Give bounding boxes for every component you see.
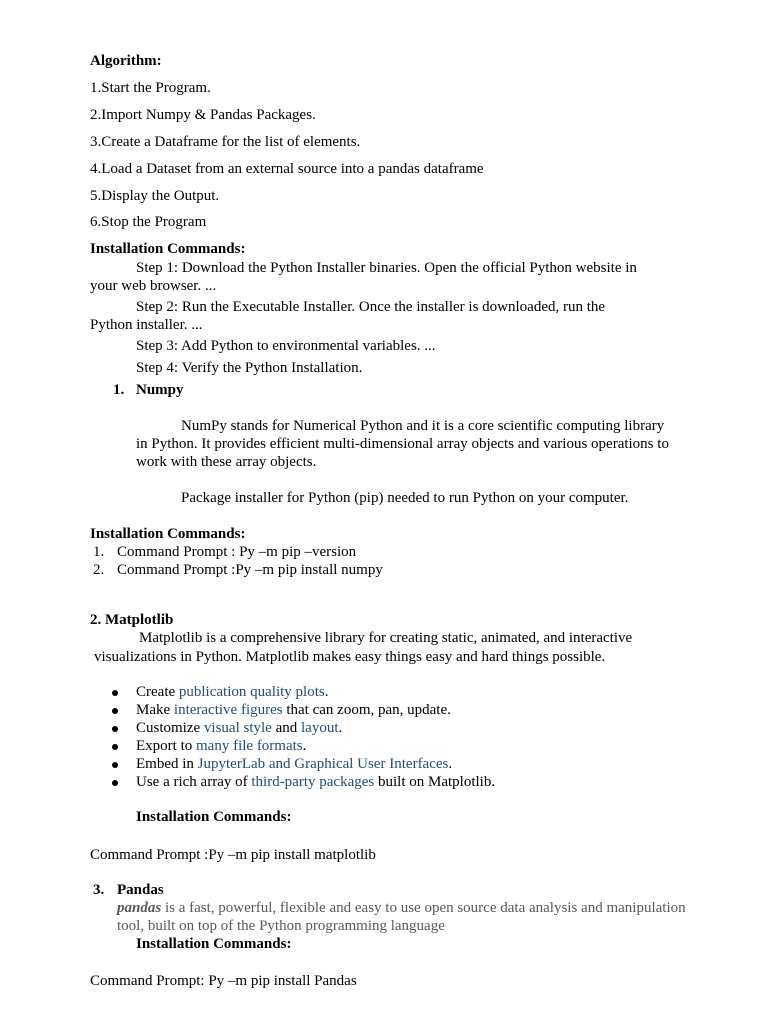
numpy-title: Numpy bbox=[136, 382, 184, 398]
numpy-desc-line: in Python. It provides efficient multi-dimensional array objects and various operations to bbox=[136, 436, 669, 452]
feature-item bbox=[136, 737, 306, 755]
matplotlib-command: Command Prompt :Py –m pip install matplotlib bbox=[90, 847, 376, 863]
algorithm-step: 5.Display the Output. bbox=[90, 188, 220, 204]
algorithm-step: 4.Load a Dataset from an external source into a pandas dataframe bbox=[90, 161, 484, 177]
feature-text: . bbox=[324, 684, 329, 700]
numpy-desc-line: work with these array objects. bbox=[136, 454, 317, 470]
feature-text: Customize bbox=[136, 720, 204, 736]
numpy-install-heading: Installation Commands: bbox=[90, 526, 246, 542]
bullet-icon bbox=[112, 744, 118, 750]
install-step-2-cont: Python installer. ... bbox=[90, 317, 203, 333]
feature-link[interactable]: many file formats bbox=[196, 738, 303, 754]
install-step-4: Step 4: Verify the Python Installation. bbox=[136, 360, 363, 376]
command-number: 1. bbox=[93, 544, 105, 560]
feature-item bbox=[136, 755, 452, 773]
numpy-command: Command Prompt :Py –m pip install numpy bbox=[117, 562, 383, 578]
matplotlib-install-heading: Installation Commands: bbox=[136, 809, 292, 825]
feature-link[interactable]: visual style bbox=[203, 720, 272, 736]
command-number: 2. bbox=[93, 562, 105, 578]
bullet-icon bbox=[112, 690, 118, 696]
feature-link[interactable]: publication quality plots bbox=[178, 684, 325, 700]
feature-text: built on Matplotlib. bbox=[374, 774, 496, 790]
feature-text: Create bbox=[136, 684, 179, 700]
pandas-number: 3. bbox=[93, 882, 105, 898]
algorithm-step: 3.Create a Dataframe for the list of elements. bbox=[90, 134, 361, 150]
feature-text: Use a rich array of bbox=[136, 774, 252, 790]
feature-item bbox=[136, 701, 451, 719]
pandas-desc-text: is a fast, powerful, flexible and easy to use open source data analysis and manipulation bbox=[161, 900, 686, 916]
install-step-3: Step 3: Add Python to environmental variables. ... bbox=[136, 338, 436, 354]
feature-text: . bbox=[338, 720, 343, 736]
bullet-icon bbox=[112, 780, 118, 786]
install-step-2: Step 2: Run the Executable Installer. Once the installer is downloaded, run the bbox=[136, 299, 606, 315]
feature-link[interactable]: interactive figures bbox=[173, 702, 283, 718]
feature-text: . bbox=[448, 756, 453, 772]
matplotlib-desc-line: visualizations in Python. Matplotlib makes easy things easy and hard things possible. bbox=[94, 649, 606, 665]
install-heading: Installation Commands: bbox=[90, 241, 246, 257]
pandas-desc-line: tool, built on top of the Python programming language bbox=[117, 918, 445, 934]
pandas-command: Command Prompt: Py –m pip install Pandas bbox=[90, 973, 357, 989]
numpy-number: 1. bbox=[113, 382, 125, 398]
feature-text: and bbox=[271, 720, 302, 736]
bullet-icon bbox=[112, 726, 118, 732]
pandas-name: pandas bbox=[117, 900, 162, 916]
pandas-title: Pandas bbox=[117, 882, 164, 898]
feature-text: Export to bbox=[136, 738, 196, 754]
numpy-desc-line: NumPy stands for Numerical Python and it is a core scientific computing library bbox=[181, 418, 665, 434]
pip-note: Package installer for Python (pip) needed to run Python on your computer. bbox=[181, 490, 629, 506]
feature-link[interactable]: layout bbox=[301, 720, 339, 736]
feature-text: that can zoom, pan, update. bbox=[282, 702, 451, 718]
feature-item bbox=[136, 773, 495, 791]
numpy-command: Command Prompt : Py –m pip –version bbox=[117, 544, 357, 560]
feature-link[interactable]: JupyterLab and Graphical User Interfaces bbox=[197, 756, 449, 772]
algorithm-step: 1.Start the Program. bbox=[90, 80, 211, 96]
feature-text: Embed in bbox=[136, 756, 198, 772]
pandas-desc-line bbox=[117, 899, 686, 917]
algorithm-step: 6.Stop the Program bbox=[90, 214, 207, 230]
matplotlib-desc-line: Matplotlib is a comprehensive library for creating static, animated, and interactive bbox=[139, 630, 633, 646]
matplotlib-title: 2. Matplotlib bbox=[90, 612, 174, 628]
install-step-1: Step 1: Download the Python Installer binaries. Open the official Python website in bbox=[136, 260, 637, 276]
feature-text: . bbox=[302, 738, 307, 754]
feature-item bbox=[136, 719, 342, 737]
feature-item bbox=[136, 683, 328, 701]
bullet-icon bbox=[112, 762, 118, 768]
algorithm-step: 2.Import Numpy & Pandas Packages. bbox=[90, 107, 316, 123]
algorithm-heading: Algorithm: bbox=[90, 53, 162, 69]
pandas-install-heading: Installation Commands: bbox=[136, 936, 292, 952]
feature-link[interactable]: third-party packages bbox=[251, 774, 375, 790]
bullet-icon bbox=[112, 708, 118, 714]
install-step-1-cont: your web browser. ... bbox=[90, 278, 217, 294]
feature-text: Make bbox=[136, 702, 174, 718]
